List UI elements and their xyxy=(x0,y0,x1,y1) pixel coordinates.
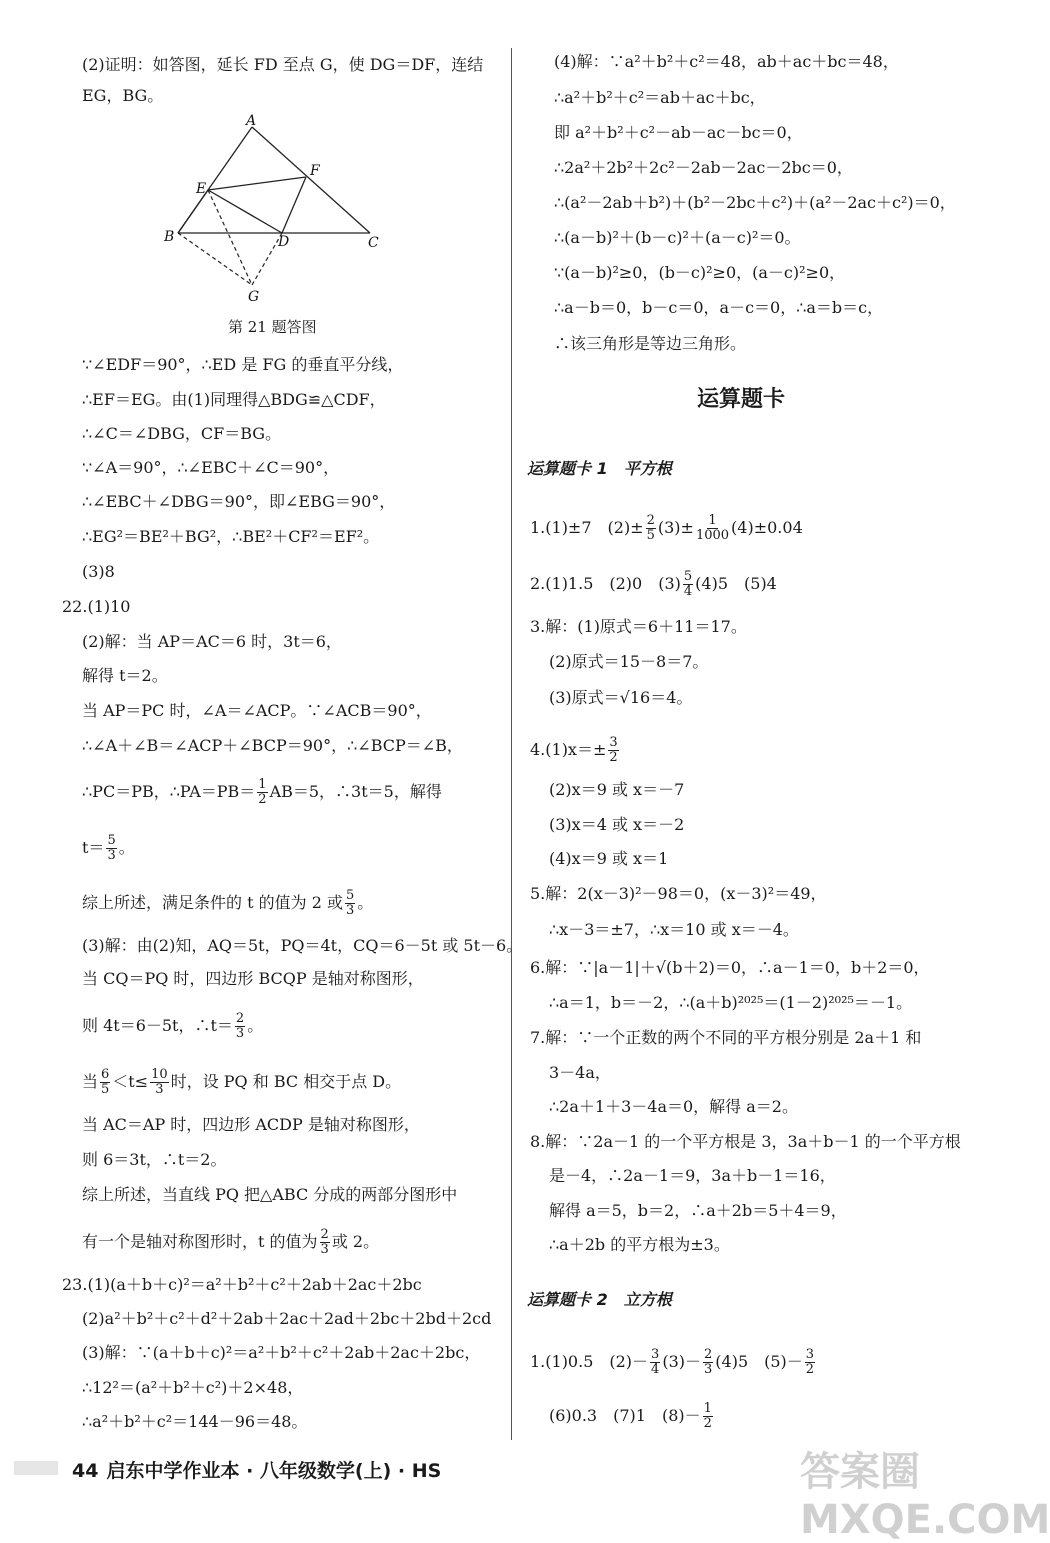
text-line: (3)解：∵(a＋b＋c)²＝a²＋b²＋c²＋2ab＋2ac＋2bc， xyxy=(82,1343,481,1362)
text-line: ∴∠EBC＋∠DBG＝90°，即∠EBG＝90°， xyxy=(82,492,396,511)
section-title: 运算题卡 xyxy=(697,387,786,412)
text-line: ∵∠A＝90°，∴∠EBC＋∠C＝90°， xyxy=(82,458,340,477)
text-line xyxy=(530,570,777,599)
fraction xyxy=(257,778,267,807)
text-line: ∴∠C＝∠DBG，CF＝BG。 xyxy=(82,424,282,443)
numerator: 3 xyxy=(609,735,618,750)
numerator: 1 xyxy=(703,1401,712,1416)
numerator: 5 xyxy=(345,888,355,903)
text-line: (2)x＝9 或 x＝－7 xyxy=(549,780,685,799)
denominator: 4 xyxy=(651,1362,660,1377)
denominator: 5 xyxy=(646,528,655,543)
text-line: 8.解：∵2a－1 的一个平方根是 3，3a＋b－1 的一个平方根 xyxy=(530,1132,961,1151)
text-line xyxy=(82,834,135,863)
denominator: 3 xyxy=(345,903,355,918)
fraction xyxy=(150,1068,169,1097)
denominator: 3 xyxy=(155,1082,164,1097)
numerator: 2 xyxy=(704,1347,713,1362)
subsection-title: 运算题卡 1 平方根 xyxy=(527,459,672,478)
text-line: ∴该三角形是等边三角形。 xyxy=(554,334,747,353)
text-line: ∴a²＋b²＋c²＝ab＋ac＋bc， xyxy=(554,88,766,107)
denominator: 2 xyxy=(258,792,267,807)
text-line: (3)原式＝√16＝4。 xyxy=(549,688,693,707)
fraction xyxy=(703,1348,713,1377)
text-line: ∴a－b＝0，b－c＝0，a－c＝0，∴a＝b＝c， xyxy=(554,298,884,317)
text-line xyxy=(530,736,621,765)
fraction xyxy=(646,514,656,543)
text-line: ∴EF＝EG。由(1)同理得△BDG≌△CDF， xyxy=(82,390,386,409)
denominator: 2 xyxy=(703,1416,712,1431)
fraction xyxy=(608,736,618,765)
fraction xyxy=(696,514,729,543)
column-divider xyxy=(511,48,512,1440)
denominator: 3 xyxy=(320,1242,329,1257)
text-line: 当 AP＝PC 时，∠A＝∠ACP。∵∠ACB＝90°， xyxy=(82,701,432,720)
text-line: ∴2a²＋2b²＋2c²－2ab－2ac－2bc＝0， xyxy=(554,158,853,177)
text-span: (4)5 (5)－ xyxy=(715,1352,803,1371)
text-line: (4)x＝9 或 x＝1 xyxy=(549,849,669,868)
numerator: 5 xyxy=(107,833,116,848)
text-line: (3)解：由(2)知，AQ＝5t，PQ＝4t，CQ＝6－5t 或 5t－6。 xyxy=(82,936,523,955)
text-line: (4)解：∵a²＋b²＋c²＝48，ab＋ac＋bc＝48， xyxy=(554,52,899,71)
text-line: 3－4a， xyxy=(549,1063,611,1082)
numerator: 2 xyxy=(235,1011,245,1026)
label-e: E xyxy=(196,181,207,197)
fraction xyxy=(703,1402,713,1431)
text-span: (3)± xyxy=(657,518,694,537)
book-title: 启东中学作业本 · 八年级数学(上) · HS xyxy=(106,1460,442,1482)
numerator: 2 xyxy=(646,513,655,528)
numerator: 2 xyxy=(320,1227,329,1242)
fraction xyxy=(683,570,693,599)
text-line: ∴a＋2b 的平方根为±3。 xyxy=(549,1235,730,1254)
fraction xyxy=(650,1348,660,1377)
text-line: ∴x－3＝±7，∴x＝10 或 x＝－4。 xyxy=(549,920,799,939)
numerator: 3 xyxy=(651,1347,660,1362)
text-line xyxy=(82,1228,379,1257)
text-line: 则 6＝3t，∴t＝2。 xyxy=(82,1150,227,1169)
text-span: 。 xyxy=(357,893,374,912)
text-span: 。 xyxy=(118,838,135,857)
triangle-figure xyxy=(160,115,400,305)
numerator: 5 xyxy=(683,569,693,584)
text-span: (4)5 (5)4 xyxy=(695,574,777,593)
text-line: (2)a²＋b²＋c²＋d²＋2ab＋2ac＋2ad＋2bc＋2bd＋2cd xyxy=(82,1309,492,1328)
denominator: 1000 xyxy=(695,528,730,543)
text-line xyxy=(82,1012,263,1041)
text-line: (3)8 xyxy=(82,562,115,581)
denominator: 2 xyxy=(805,1362,815,1377)
denominator: 5 xyxy=(101,1082,110,1097)
text-line: 综上所述，当直线 PQ 把△ABC 分成的两部分图形中 xyxy=(82,1185,458,1204)
text-line: (2)原式＝15－8＝7。 xyxy=(549,652,709,671)
text-line: 当 CQ＝PQ 时，四边形 BCQP 是轴对称图形， xyxy=(82,969,424,988)
text-line: 解得 a＝5，b＝2，∴a＋2b＝5＋4＝9， xyxy=(549,1201,847,1220)
text-line: ∴(a－b)²＋(b－c)²＋(a－c)²＝0。 xyxy=(554,228,801,247)
fraction xyxy=(805,1348,815,1377)
text-line xyxy=(530,1348,817,1377)
text-span: ＜t≤ xyxy=(112,1072,149,1091)
fraction xyxy=(320,1228,330,1257)
subsection-title: 运算题卡 2 立方根 xyxy=(527,1290,672,1309)
denominator: 2 xyxy=(609,750,618,765)
figure-caption: 第 21 题答图 xyxy=(228,318,317,336)
text-span: t＝ xyxy=(82,838,105,857)
text-line: 是－4，∴2a－1＝9，3a＋b－1＝16， xyxy=(549,1166,836,1185)
text-span: 有一个是轴对称图形时，t 的值为 xyxy=(82,1232,318,1251)
text-span: 4.(1)x＝± xyxy=(530,740,607,759)
text-line: 3.解：(1)原式＝6＋11＝17。 xyxy=(530,617,747,636)
denominator: 3 xyxy=(107,848,116,863)
text-line: ∵∠EDF＝90°，∴ED 是 FG 的垂直平分线， xyxy=(82,355,404,374)
text-line: 当 AC＝AP 时，四边形 ACDP 是轴对称图形， xyxy=(82,1115,420,1134)
text-line: ∴∠A＋∠B＝∠ACP＋∠BCP＝90°，∴∠BCP＝∠B， xyxy=(82,736,463,755)
label-a: A xyxy=(246,113,257,129)
page-footer xyxy=(16,1456,441,1483)
text-line: 23.(1)(a＋b＋c)²＝a²＋b²＋c²＋2ab＋2ac＋2bc xyxy=(62,1275,422,1294)
numerator: 1 xyxy=(708,513,717,528)
denominator: 4 xyxy=(683,584,693,599)
text-line: ∴EG²＝BE²＋BG²，∴BE²＋CF²＝EF²。 xyxy=(82,527,380,546)
text-span: 则 4t＝6－5t，∴t＝ xyxy=(82,1016,233,1035)
text-line: 5.解：2(x－3)²－98＝0，(x－3)²＝49， xyxy=(530,884,827,903)
numerator: 10 xyxy=(151,1067,168,1082)
text-span: 或 2。 xyxy=(331,1232,380,1251)
text-span: 综上所述，满足条件的 t 的值为 2 或 xyxy=(82,893,343,912)
numerator: 3 xyxy=(805,1347,815,1362)
text-line: (2)解：当 AP＝AC＝6 时，3t＝6， xyxy=(82,632,342,651)
text-span: 1.(1)0.5 (2)－ xyxy=(530,1352,649,1371)
text-line xyxy=(82,889,373,918)
denominator: 3 xyxy=(235,1026,245,1041)
label-c: C xyxy=(368,235,379,251)
text-line: ∴a²＋b²＋c²＝144－96＝48。 xyxy=(82,1412,308,1431)
text-line xyxy=(82,1068,401,1097)
label-b: B xyxy=(164,229,175,245)
text-line: (2)证明：如答图，延长 FD 至点 G，使 DG＝DF，连结 xyxy=(82,55,484,74)
text-span: 1.(1)±7 (2)± xyxy=(530,518,644,537)
text-line: 22.(1)10 xyxy=(62,597,131,616)
denominator: 3 xyxy=(704,1362,713,1377)
text-span: ∴PC＝PB，∴PA＝PB＝ xyxy=(82,782,256,801)
text-line: 解得 t＝2。 xyxy=(82,666,168,685)
numerator: 6 xyxy=(101,1067,110,1082)
watermark-logo: 答案圈 MXQE.COM xyxy=(800,1449,1050,1543)
text-line: ∴(a²－2ab＋b²)＋(b²－2bc＋c²)＋(a²－2ac＋c²)＝0， xyxy=(554,193,956,212)
text-line: EG，BG。 xyxy=(82,86,164,105)
text-line xyxy=(530,514,803,543)
text-line: ∴a＝1，b＝－2，∴(a＋b)²⁰²⁵＝(1－2)²⁰²⁵＝－1。 xyxy=(549,993,913,1012)
label-g: G xyxy=(248,289,260,305)
fraction xyxy=(235,1012,245,1041)
text-span: 。 xyxy=(247,1016,264,1035)
numerator: 1 xyxy=(258,777,267,792)
fraction xyxy=(106,834,116,863)
text-line: ∵(a－b)²≥0，(b－c)²≥0，(a－c)²≥0， xyxy=(554,263,846,282)
text-span: 时，设 PQ 和 BC 相交于点 D。 xyxy=(170,1072,402,1091)
text-span: 当 xyxy=(82,1072,99,1091)
text-line: ∴2a＋1＋3－4a＝0，解得 a＝2。 xyxy=(549,1097,798,1116)
text-span: AB＝5，∴3t＝5，解得 xyxy=(269,782,442,801)
fraction xyxy=(345,889,355,918)
text-line: ∴12²＝(a²＋b²＋c²)＋2×48， xyxy=(82,1378,304,1397)
fraction xyxy=(100,1068,110,1097)
text-span: (4)±0.04 xyxy=(731,518,803,537)
page-number: 44 xyxy=(72,1460,99,1482)
text-span: (6)0.3 (7)1 (8)－ xyxy=(549,1406,701,1425)
text-line: 6.解：∵|a－1|＋√(b＋2)＝0，∴a－1＝0，b＋2＝0， xyxy=(530,958,930,977)
text-line: (3)x＝4 或 x＝－2 xyxy=(549,815,685,834)
label-f: F xyxy=(310,163,320,179)
text-line: 7.解：∵一个正数的两个不同的平方根分别是 2a＋1 和 xyxy=(530,1028,922,1047)
text-span: (3)－ xyxy=(662,1352,701,1371)
label-d: D xyxy=(278,234,290,250)
text-line: 即 a²＋b²＋c²－ab－ac－bc＝0， xyxy=(554,123,803,142)
text-line xyxy=(82,778,442,807)
text-span: 2.(1)1.5 (2)0 (3) xyxy=(530,574,681,593)
text-line xyxy=(549,1402,715,1431)
